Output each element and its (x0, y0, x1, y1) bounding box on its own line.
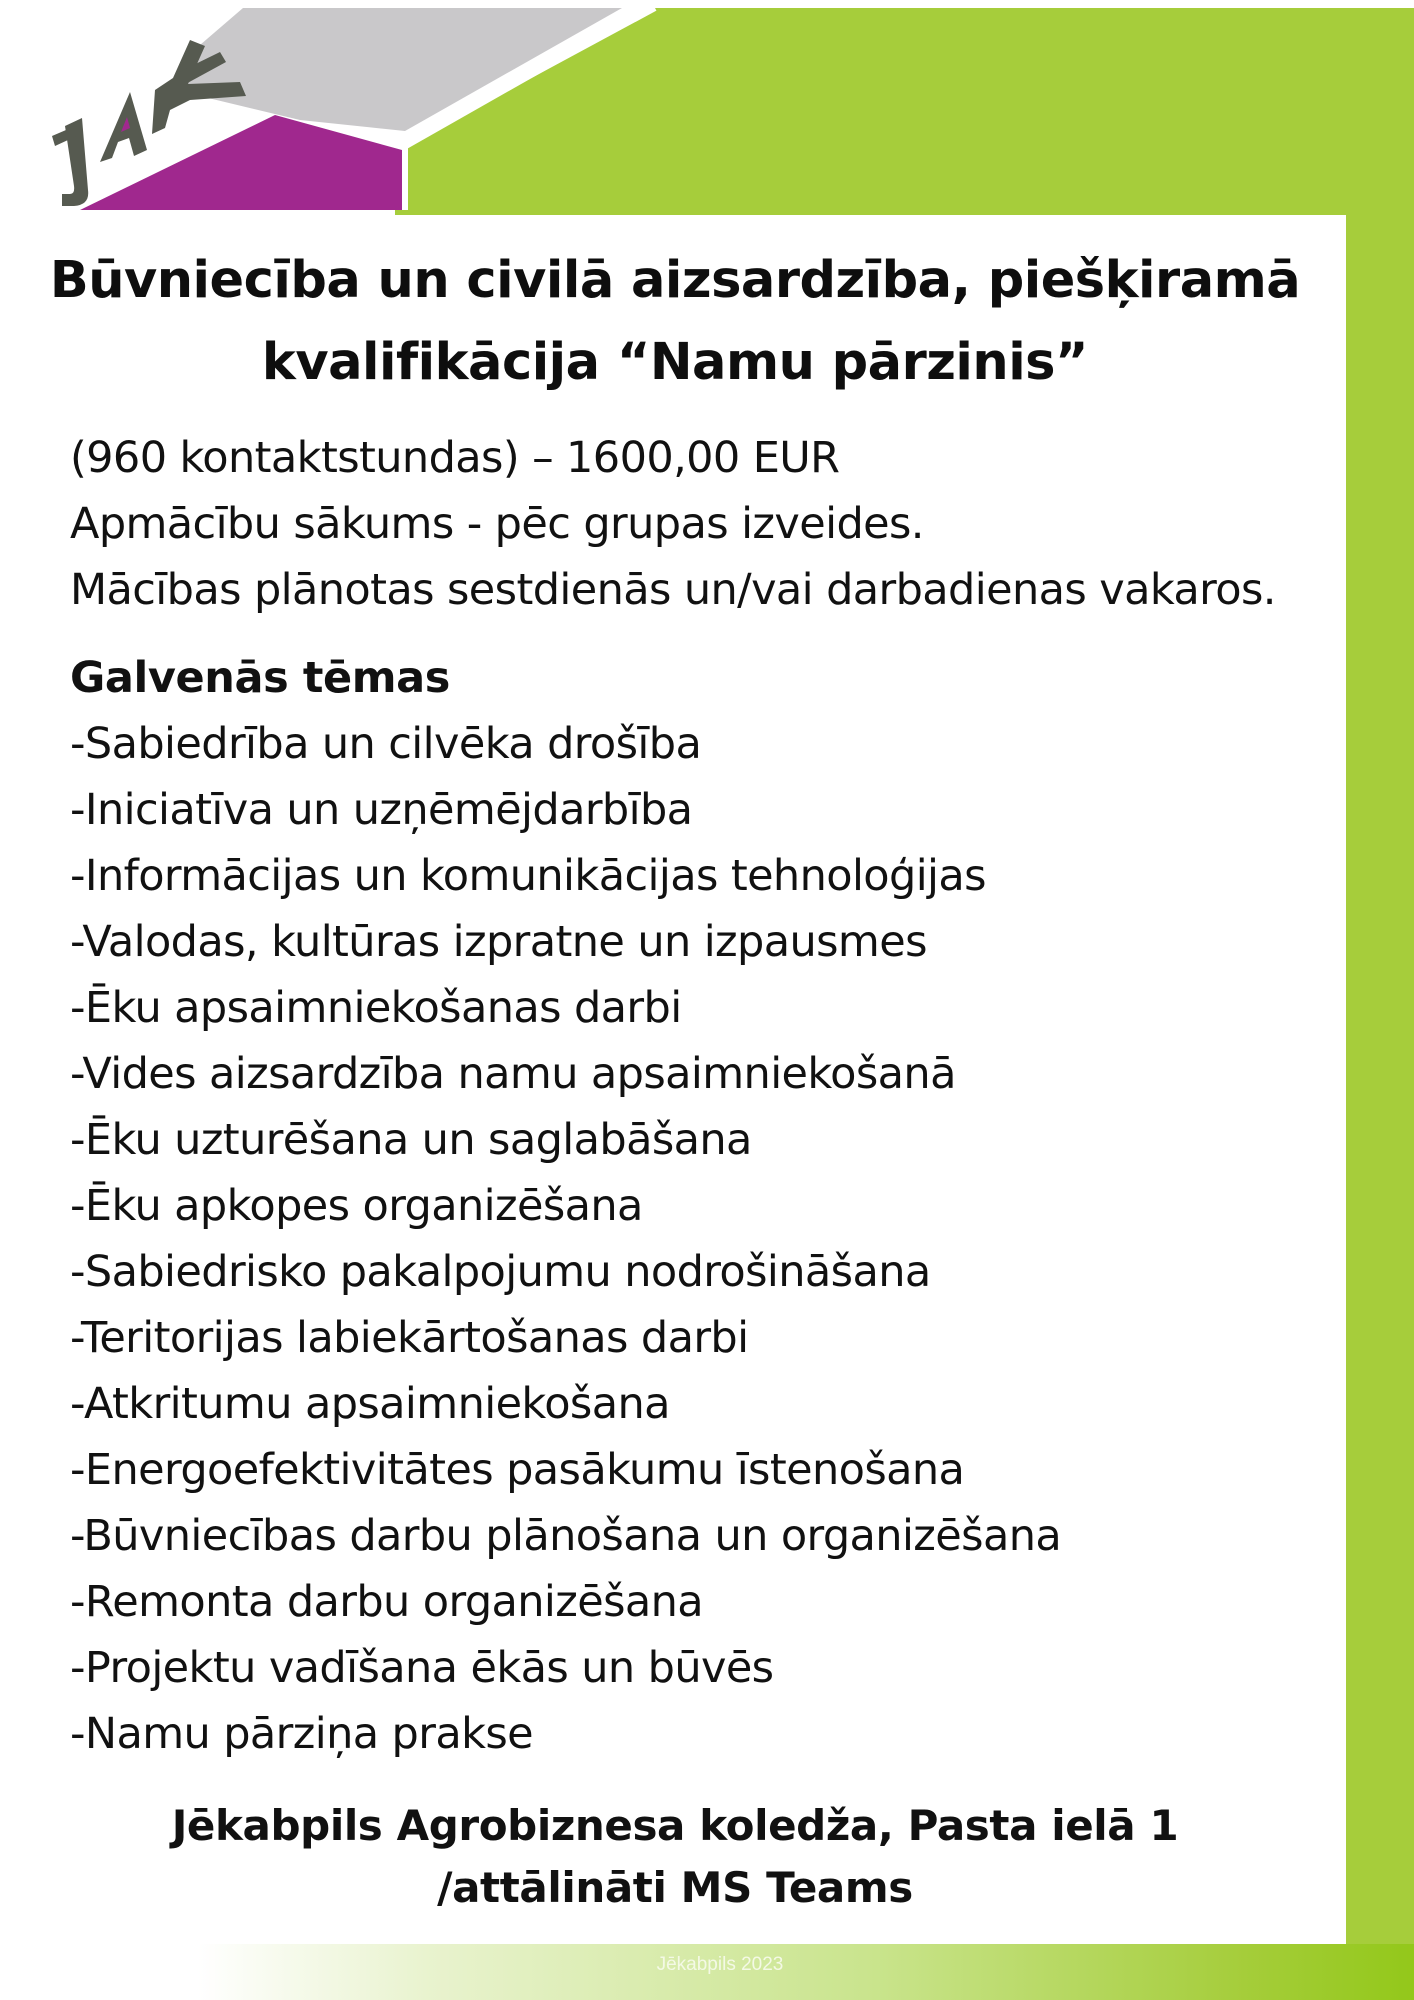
topic-item: -Ēku apkopes organizēšana (70, 1181, 643, 1231)
topic-item: -Informācijas un komunikācijas tehnoloģijas (70, 851, 986, 901)
topic-item: -Ēku apsaimniekošanas darbi (70, 983, 682, 1033)
page-title (20, 240, 1330, 404)
topic-item: -Sabiedrība un cilvēka drošība (70, 719, 702, 769)
topic-item: -Būvniecības darbu plānošana un organizēšana (70, 1511, 1062, 1561)
location-line: Jēkabpils Agrobiznesa koledža, Pasta ielā 1 (171, 1801, 1179, 1850)
topics-list (70, 711, 1061, 1767)
course-info (70, 425, 1350, 623)
location-line: /attālināti MS Teams (437, 1863, 913, 1912)
topic-item: -Vides aizsardzība namu apsaimniekošanā (70, 1049, 956, 1099)
topic-item: -Namu pārziņa prakse (70, 1709, 534, 1759)
topic-item: -Energoefektivitātes pasākumu īstenošana (70, 1445, 965, 1495)
info-start: Apmācību sākums - pēc grupas izveides. (70, 499, 924, 549)
topic-item: -Projektu vadīšana ēkās un būvēs (70, 1643, 774, 1693)
location (20, 1795, 1330, 1919)
title-line: kvalifikācija “Namu pārzinis” (261, 333, 1089, 392)
topic-item: -Teritorijas labiekārtošanas darbi (70, 1313, 749, 1363)
topic-item: -Ēku uzturēšana un saglabāšana (70, 1115, 752, 1165)
topic-item: -Atkritumu apsaimniekošana (70, 1379, 670, 1429)
topic-item: -Remonta darbu organizēšana (70, 1577, 704, 1627)
topic-item: -Valodas, kultūras izpratne un izpausmes (70, 917, 927, 967)
info-schedule: Mācības plānotas sestdienās un/vai darbadienas vakaros. (70, 565, 1276, 615)
topics-heading: Galvenās tēmas (70, 653, 450, 703)
topic-item: -Sabiedrisko pakalpojumu nodrošināšana (70, 1247, 931, 1297)
header-graphic (0, 0, 1414, 215)
right-accent-band (1346, 205, 1414, 2000)
info-hours-price: (960 kontaktstundas) – 1600,00 EUR (70, 433, 840, 483)
topic-item: -Iniciatīva un uzņēmējdarbība (70, 785, 693, 835)
title-line: Būvniecība un civilā aizsardzība, piešķiramā (49, 251, 1301, 310)
footer-text: Jēkabpils 2023 (656, 1954, 784, 1975)
